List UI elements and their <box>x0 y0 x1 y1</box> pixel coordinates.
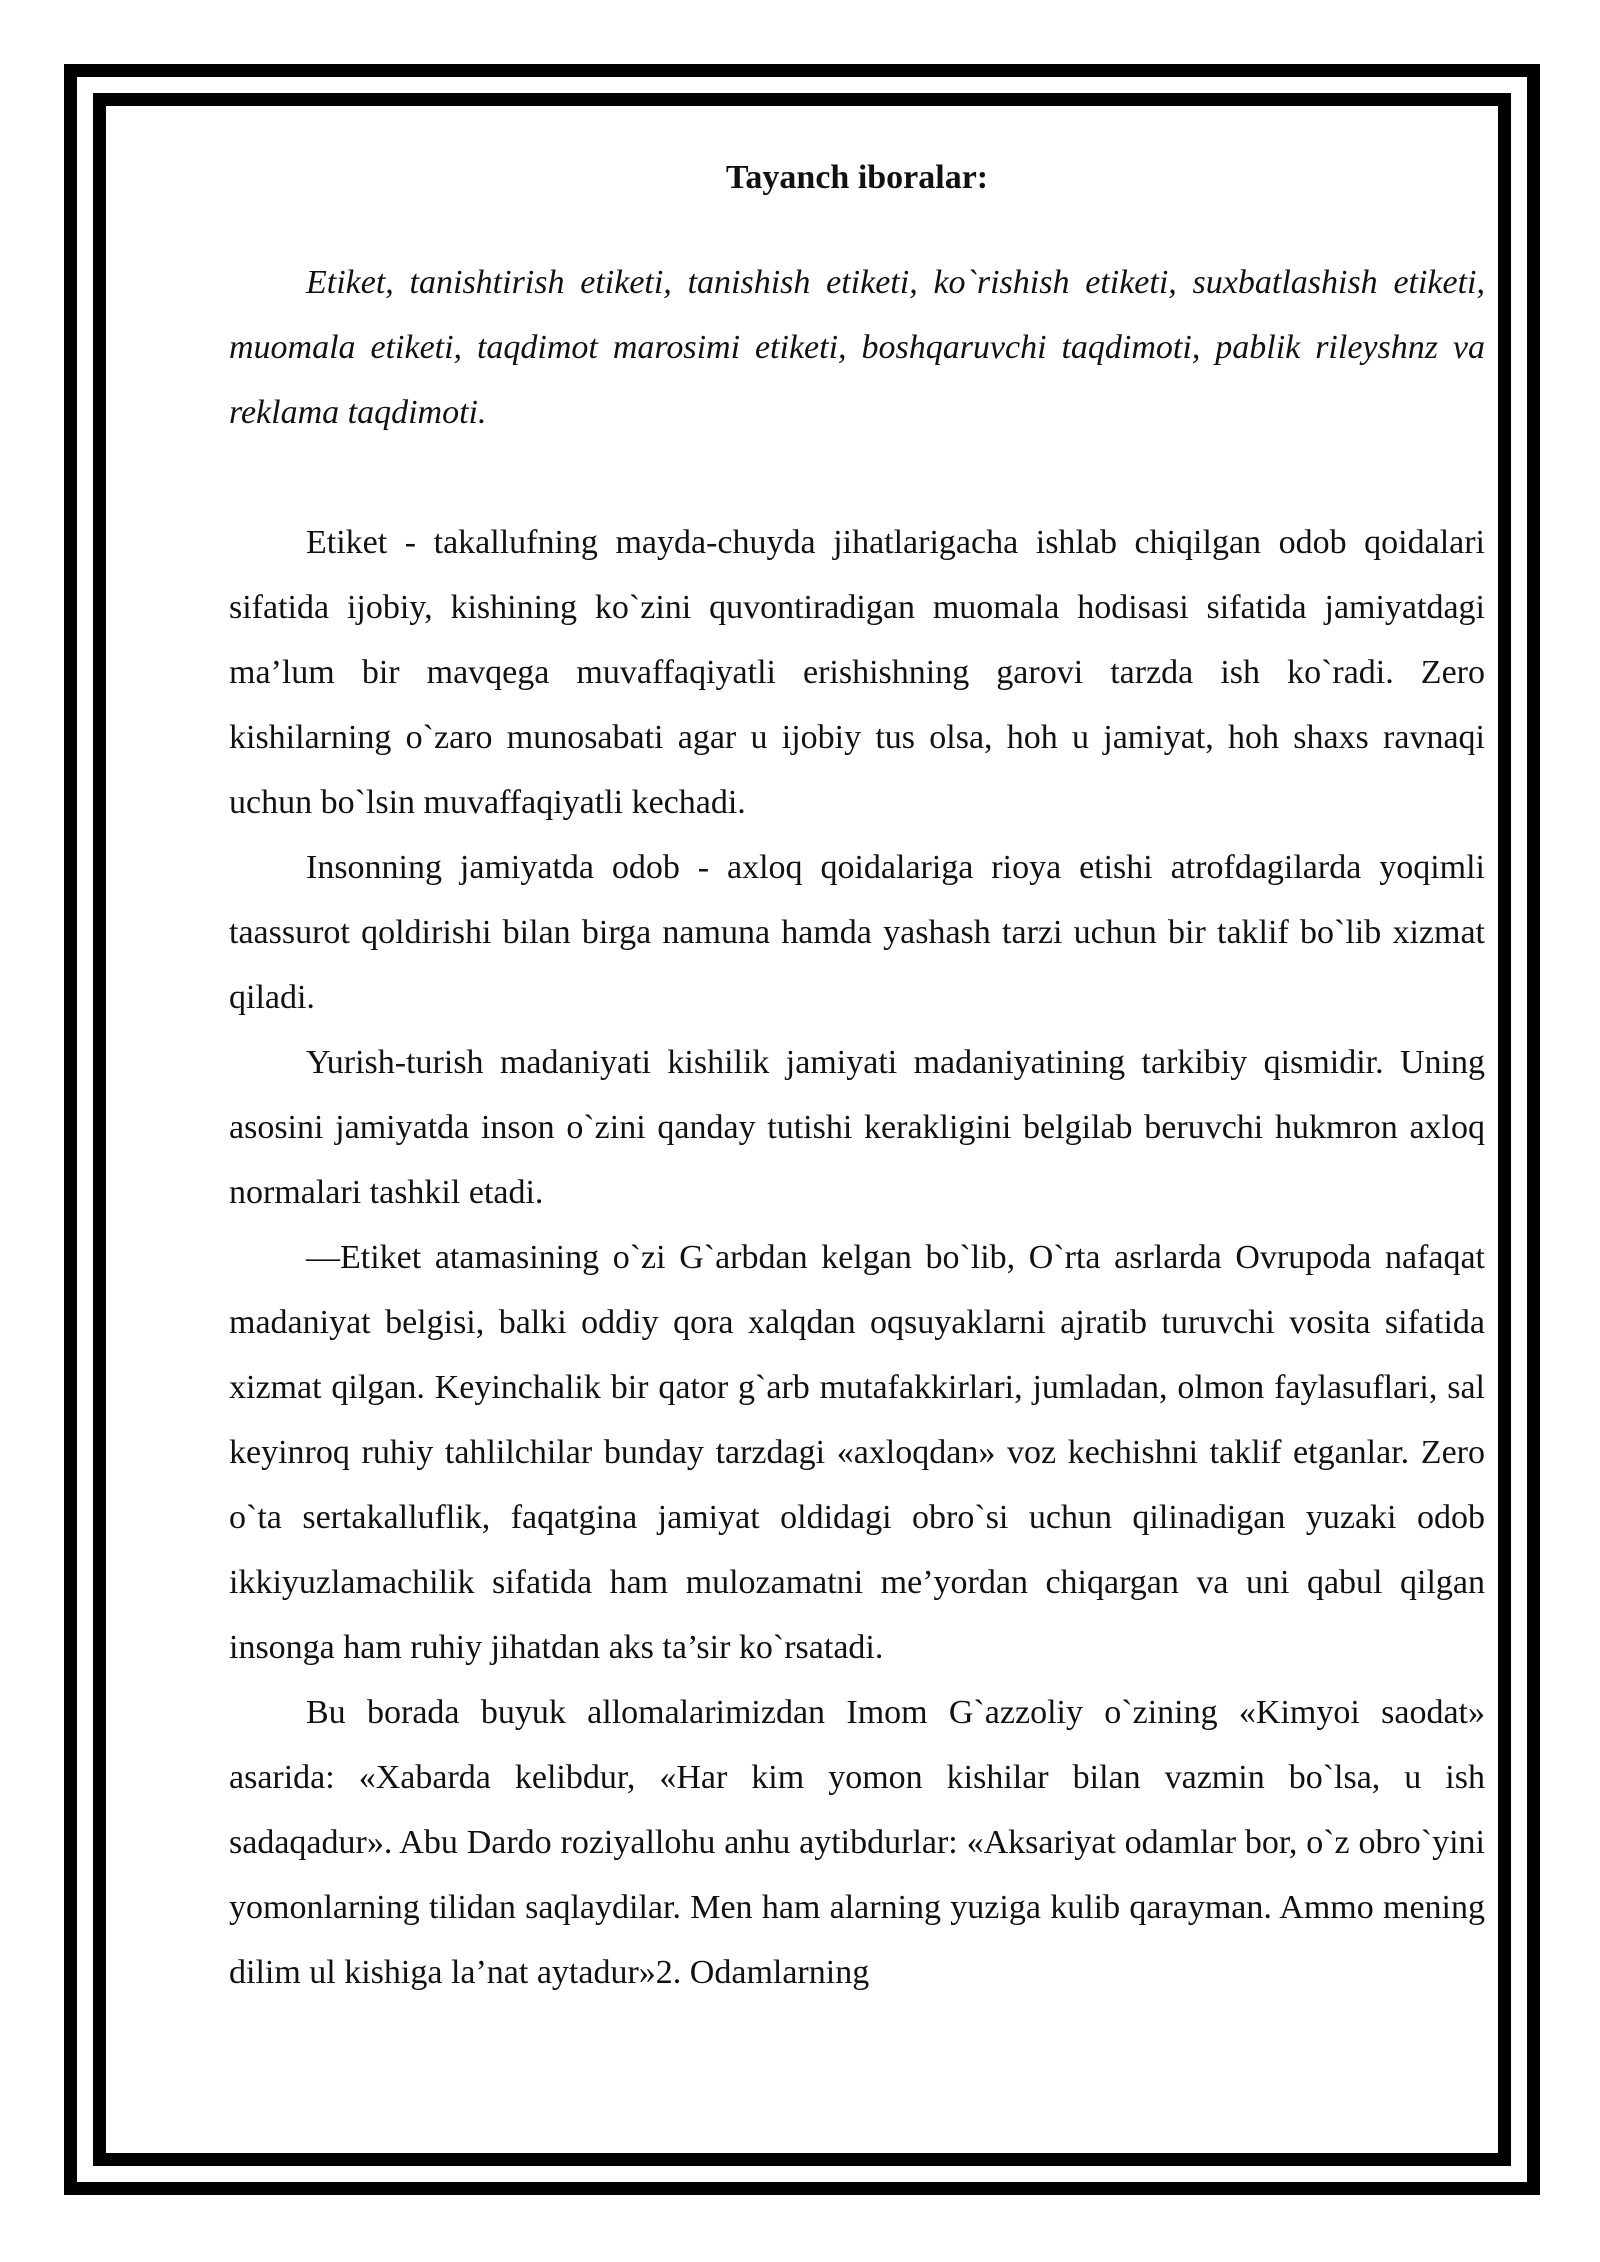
section-heading: Tayanch iboralar: <box>725 159 989 196</box>
paragraph-etiquette-definition: Etiket - takallufning mayda-chuyda jihatlarigacha ishlab chiqilgan odob qoidalari sifatida ijobiy, kishining ko`zini quvontiradigan muomala hodisasi sifatida jamiyatdagi ma’lum bir mavqega muvaffaqiyatli erishishning garovi tarzda ish ko`radi. Zero kishilarning o`zaro munosabati agar u ijobiy tus olsa, hoh u jamiyat, hoh shaxs ravnaqi uchun bo`lsin muvaffaqiyatli kechadi. <box>229 524 1485 821</box>
keywords-paragraph: Etiket, tanishtirish etiketi, tanishish etiketi, ko`rishish etiketi, suxbatlashish etiketi, muomala etiketi, taqdimot marosimi etiketi, boshqaruvchi taqdimoti, pablik rileyshnz va reklama taqdimoti. <box>229 264 1485 431</box>
paragraph-behavior-culture: Yurish-turish madaniyati kishilik jamiyati madaniyatining tarkibiy qismidir. Uning asosini jamiyatda inson o`zini qanday tutishi kerakligini belgilab beruvchi hukmron axloq normalari tashkil etadi. <box>229 1044 1485 1211</box>
paragraph-ghazali-quote: Bu borada buyuk allomalarimizdan Imom G`azzoliy o`zining «Kimyoi saodat» asarida: «Xabarda kelibdur, «Har kim yomon kishilar bilan vazmin bo`lsa, u ish sadaqadur». Abu Dardo roziyallohu anhu aytibdurlar: «Aksariyat odamlar bor, o`z obro`yini yomonlarning tilidan saqlaydilar. Men ham alarning yuziga kulib qarayman. Ammo mening dilim ul kishiga la’nat aytadur»2. Odamlarning <box>229 1694 1485 1991</box>
document-body <box>229 148 1485 2005</box>
paragraph-society-manners: Insonning jamiyatda odob - axloq qoidalariga rioya etishi atrofdagilarda yoqimli taassurot qoldirishi bilan birga namuna hamda yashash tarzi uchun bir taklif bo`lib xizmat qiladi. <box>229 849 1485 1016</box>
paragraph-etiquette-origin: ―Etiket atamasining o`zi G`arbdan kelgan bo`lib, O`rta asrlarda Ovrupoda nafaqat madaniyat belgisi, balki oddiy qora xalqdan oqsuyaklarni ajratib turuvchi vosita sifatida xizmat qilgan. Keyinchalik bir qator g`arb mutafakkirlari, jumladan, olmon faylasuflari, sal keyinroq ruhiy tahlilchilar bunday tarzdagi «axloqdan» voz kechishni taklif etganlar. Zero o`ta sertakalluflik, faqatgina jamiyat oldidagi obro`si uchun qilinadigan yuzaki odob ikkiyuzlamachilik sifatida ham mulozamatni me’yordan chiqargan va uni qabul qilgan insonga ham ruhiy jihatdan aks ta’sir ko`rsatadi. <box>229 1239 1485 1666</box>
